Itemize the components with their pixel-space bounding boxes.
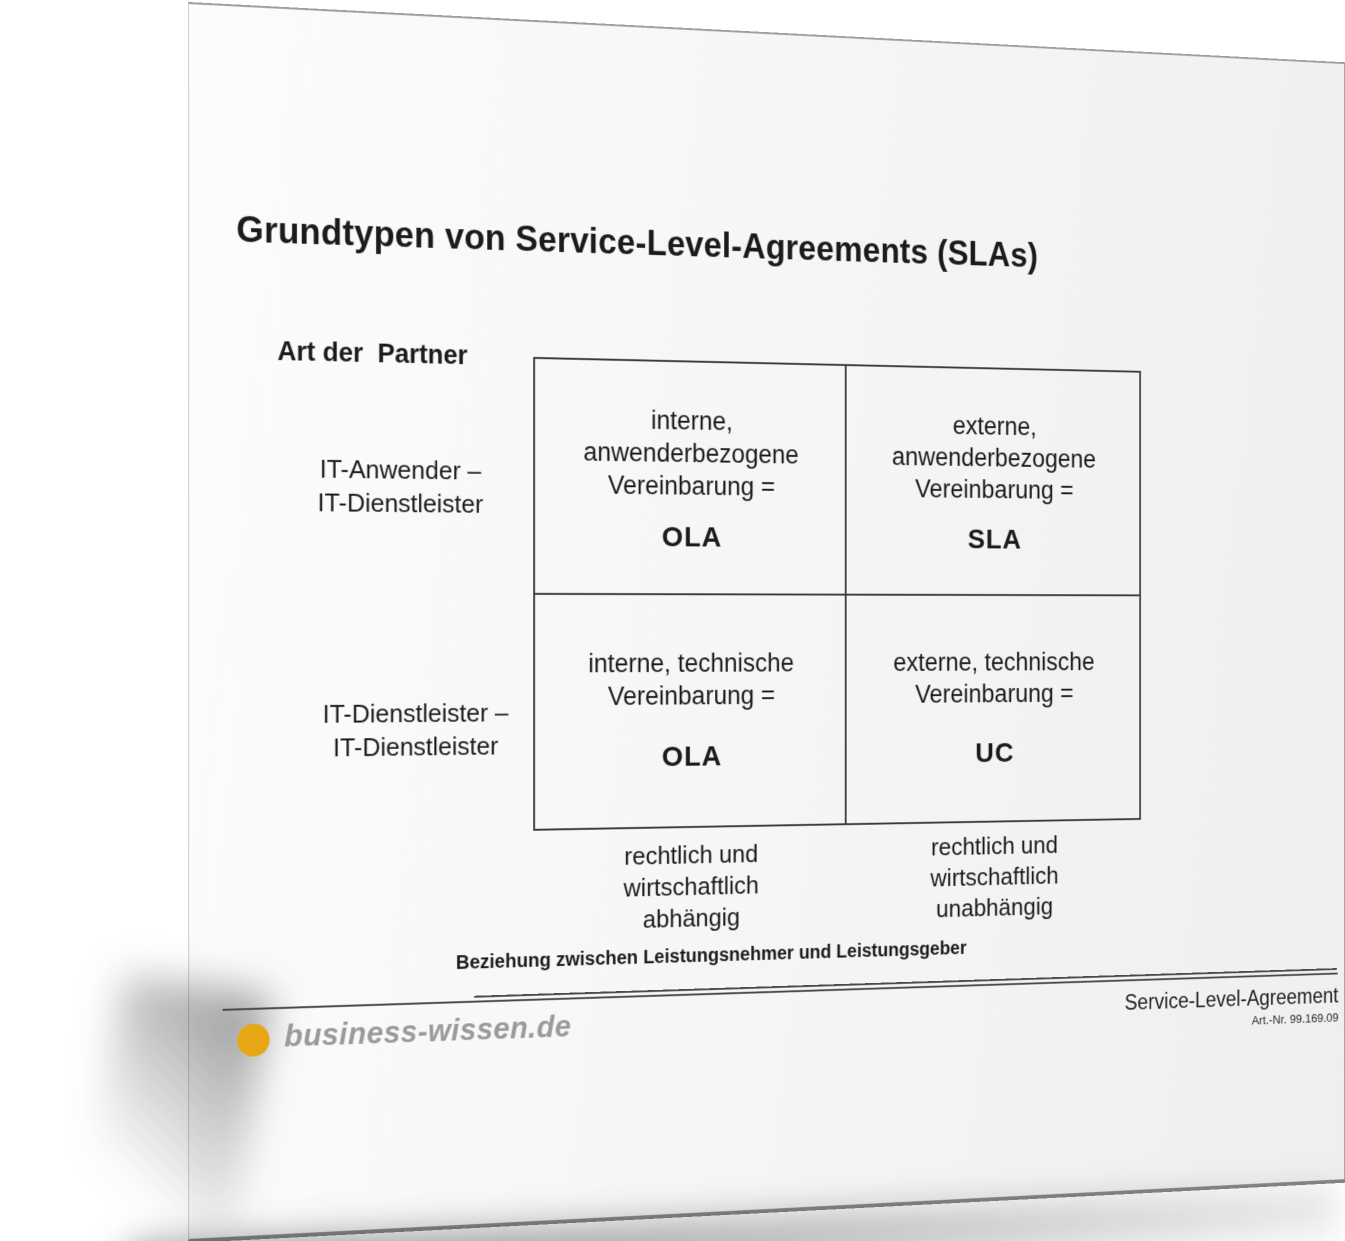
row-label-2-line1: IT-Dienstleister – bbox=[322, 697, 509, 729]
cell-2-line1: externe, bbox=[952, 411, 1037, 441]
cell-3-line2: Vereinbarung = bbox=[607, 680, 775, 711]
row-label-1-line1: IT-Anwender – bbox=[319, 453, 482, 486]
caption-right-line1: rechtlich und bbox=[931, 830, 1058, 862]
cell-3-code: OLA bbox=[661, 740, 723, 773]
caption-left-line1: rechtlich und bbox=[624, 839, 759, 871]
cell-2-line2: anwenderbezogene bbox=[891, 442, 1097, 474]
sheet-bottom-shadow bbox=[127, 1184, 1337, 1241]
cell-2-line3: Vereinbarung = bbox=[915, 474, 1074, 505]
cell-4-line2: Vereinbarung = bbox=[915, 679, 1074, 709]
matrix-cell-internal-user bbox=[535, 359, 845, 594]
column-caption-left bbox=[572, 837, 808, 937]
y-axis-label: Art der Partner bbox=[277, 336, 468, 371]
row-label-2 bbox=[291, 696, 539, 765]
cell-1-line2: anwenderbezogene bbox=[583, 437, 799, 470]
document-series-title: Service-Level-Agreement bbox=[1124, 983, 1339, 1015]
column-caption-right bbox=[882, 829, 1106, 926]
caption-right-line3: unabhängig bbox=[936, 891, 1054, 923]
row-label-1 bbox=[275, 451, 523, 521]
cell-2-description bbox=[847, 408, 1140, 507]
matrix-cell-external-technical bbox=[847, 596, 1140, 824]
sheet-corner-shadow bbox=[72, 975, 270, 1241]
row-label-1-line2: IT-Dienstleister bbox=[317, 487, 484, 519]
cell-4-code: UC bbox=[975, 737, 1015, 769]
caption-left-line3: abhängig bbox=[642, 902, 740, 934]
caption-right-line2: wirtschaftlich bbox=[930, 861, 1059, 893]
cell-1-line1: interne, bbox=[651, 405, 733, 436]
cell-3-line1: interne, technische bbox=[588, 648, 795, 679]
cell-1-description bbox=[535, 402, 845, 504]
matrix-cell-internal-technical bbox=[535, 595, 845, 829]
cell-4-line1: externe, technische bbox=[893, 647, 1095, 677]
cell-3-description bbox=[535, 647, 845, 714]
matrix-cell-external-user bbox=[847, 366, 1140, 594]
cell-4-description bbox=[847, 646, 1140, 711]
document-sheet bbox=[188, 2, 1345, 1241]
cell-1-line3: Vereinbarung = bbox=[607, 470, 775, 502]
page-title: Grundtypen von Service-Level-Agreements (SLAs) bbox=[236, 208, 1039, 275]
cell-1-code: OLA bbox=[661, 521, 723, 554]
row-label-2-line2: IT-Dienstleister bbox=[333, 731, 499, 763]
article-number: Art.-Nr. 99.169.09 bbox=[1251, 1010, 1339, 1028]
brand-logo-text: business-wissen.de bbox=[284, 1009, 572, 1054]
sla-matrix bbox=[533, 357, 1141, 831]
brand-dot-icon bbox=[237, 1023, 269, 1057]
x-axis-label: Beziehung zwischen Leistungsnehmer und Leistungsgeber bbox=[455, 937, 967, 974]
cell-2-code: SLA bbox=[967, 523, 1022, 556]
caption-left-line2: wirtschaftlich bbox=[623, 870, 759, 903]
